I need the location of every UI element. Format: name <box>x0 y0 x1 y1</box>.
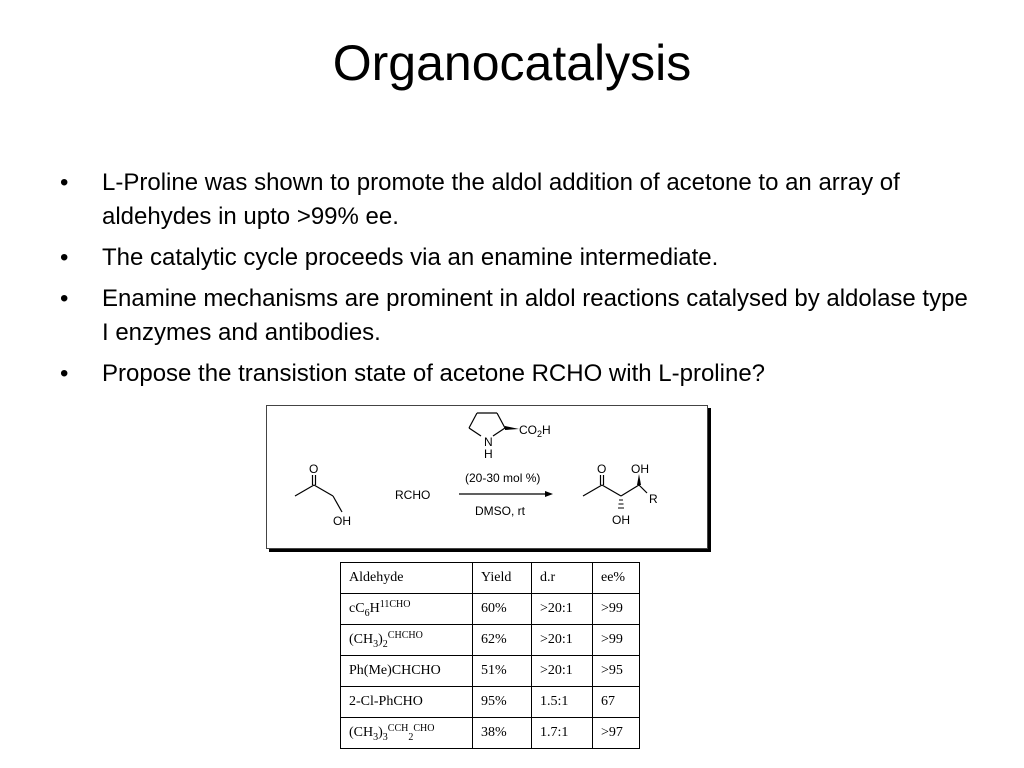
ketone-o-label: O <box>309 462 319 476</box>
formula-subscript: 6 <box>364 608 370 619</box>
bullet-list <box>60 166 980 398</box>
reagent-label: RCHO <box>395 488 431 502</box>
formula-text: cC <box>349 601 365 616</box>
formula-text: Ph(Me)CHCHO <box>349 663 441 678</box>
formula-text: 2-Cl-PhCHO <box>349 694 423 709</box>
aldehyde-cell <box>341 656 473 687</box>
bullet-text: Enamine mechanisms are prominent in aldol reactions catalysed by aldolase type I enzymes and antibodies. <box>102 285 968 346</box>
aldehyde-cell <box>341 594 473 625</box>
yield-cell: 62% <box>473 625 532 656</box>
ee-cell: >95 <box>593 656 640 687</box>
product-oh-bottom-label: OH <box>612 513 630 527</box>
ee-cell: >99 <box>593 625 640 656</box>
conditions-label: DMSO, rt <box>475 504 525 518</box>
carboxyl-label: $CO_2H$ <box>519 423 551 439</box>
table-row <box>341 718 640 749</box>
formula-subscript: 3 <box>373 639 379 650</box>
formula-subscript: 3 <box>373 732 379 743</box>
formula-superscript: CHCHO <box>387 630 423 641</box>
slide-title: Organocatalysis <box>332 35 692 91</box>
header-ee: ee% <box>593 563 640 594</box>
formula-superscript: CHO <box>389 599 411 610</box>
bullet-marker: • <box>60 244 69 271</box>
table-row <box>341 625 640 656</box>
dr-cell: >20:1 <box>532 625 593 656</box>
header-aldehyde: Aldehyde <box>341 563 473 594</box>
bullet-item <box>60 282 980 350</box>
formula-subscript: 3 <box>382 732 388 743</box>
wedge-bond <box>505 426 519 430</box>
table-row <box>341 656 640 687</box>
ee-cell: >99 <box>593 594 640 625</box>
dr-cell: 1.7:1 <box>532 718 593 749</box>
proline-structure <box>469 413 505 436</box>
bullet-text: L-Proline was shown to promote the aldol addition of acetone to an array of aldehydes in upto >99% ee. <box>102 169 900 230</box>
product-r-label: R <box>649 492 658 506</box>
formula-text: ) <box>378 725 383 740</box>
dr-cell: 1.5:1 <box>532 687 593 718</box>
product-oh-top-label: OH <box>631 462 649 476</box>
table-header-row <box>341 563 640 594</box>
product-structure <box>583 475 647 496</box>
ee-cell: 67 <box>593 687 640 718</box>
bullet-marker: • <box>60 285 69 312</box>
dr-cell: >20:1 <box>532 656 593 687</box>
reaction-scheme <box>266 405 708 549</box>
aldehyde-cell <box>341 687 473 718</box>
formula-text: H <box>369 601 380 616</box>
formula-text: (CH <box>349 725 374 740</box>
dr-cell: >20:1 <box>532 594 593 625</box>
results-table <box>340 562 640 749</box>
table-row <box>341 687 640 718</box>
product-hash-bond <box>618 500 624 508</box>
proline-n-label: N <box>484 435 493 449</box>
yield-cell: 51% <box>473 656 532 687</box>
bullet-text: Propose the transistion state of acetone RCHO with L-proline? <box>102 360 766 387</box>
formula-text: ) <box>378 632 383 647</box>
bullet-item <box>60 357 980 391</box>
yield-cell: 60% <box>473 594 532 625</box>
yield-cell: 38% <box>473 718 532 749</box>
proline-h-label: H <box>484 447 493 461</box>
formula-subscript: 2 <box>382 639 388 650</box>
ketone-oh-label: OH <box>333 514 351 528</box>
bullet-item <box>60 166 980 234</box>
formula-superscript: 11 <box>379 599 390 610</box>
formula-text: (CH <box>349 632 374 647</box>
ee-cell: >97 <box>593 718 640 749</box>
bullet-text: The catalytic cycle proceeds via an enamine intermediate. <box>102 244 719 271</box>
header-dr: d.r <box>532 563 593 594</box>
bullet-marker: • <box>60 360 69 387</box>
formula-superscript: CCH <box>387 723 409 734</box>
bullet-marker: • <box>60 169 69 196</box>
yield-cell: 95% <box>473 687 532 718</box>
formula-subscript: 2 <box>408 732 414 743</box>
bullet-item <box>60 241 980 275</box>
aldehyde-cell <box>341 718 473 749</box>
header-yield: Yield <box>473 563 532 594</box>
table-row <box>341 594 640 625</box>
reaction-scheme-drawing <box>267 406 707 548</box>
hydroxyacetone-structure <box>295 475 342 512</box>
product-o-label: O <box>597 462 607 476</box>
arrow-head <box>545 491 553 497</box>
loading-label: (20-30 mol %) <box>465 471 541 485</box>
formula-superscript: CHO <box>413 723 435 734</box>
aldehyde-cell <box>341 625 473 656</box>
